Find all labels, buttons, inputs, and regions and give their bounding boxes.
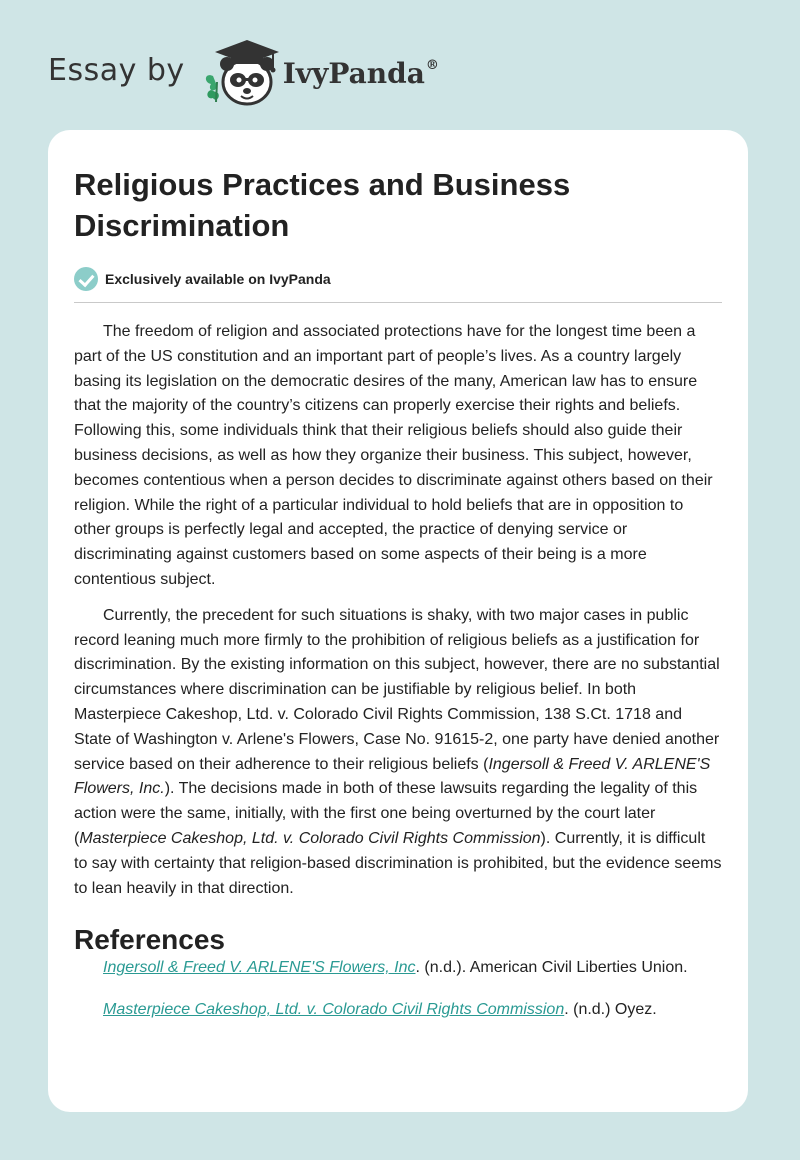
reference-link-1[interactable]: Ingersoll & Freed V. ARLENE'S Flowers, Inc [103, 959, 416, 977]
divider [74, 302, 722, 303]
essay-by-label: Essay by [48, 52, 185, 88]
references-heading: References [74, 924, 225, 956]
exclusive-label: Exclusively available on IvyPanda [105, 271, 331, 287]
reference-link-2[interactable]: Masterpiece Cakeshop, Ltd. v. Colorado Civil Rights Commission [103, 1001, 565, 1019]
site-header [48, 30, 439, 110]
paragraph-1: The freedom of religion and associated protections have for the longest time been a part of the US constitution and an important part of people’s lives. As a country largely basing its legislation on the democratic desires of the many, American law has to ensure that the majority of the country’s citizens can properly exercise their rights and beliefs. Following this, some individuals think that their religious beliefs should also guide their business decisions, as well as how they organize their business. This subject, however, becomes contentious when a person decides to discriminate against others based on their religion. While the right of a particular individual to hold beliefs that are in opposition to other groups is perfectly legal and accepted, the practice of denying service or discriminating against customers based on some aspects of their being is a more contentious subject. [74, 323, 713, 588]
citation-1: Ingersoll & Freed V. ARLENE'S Flowers, Inc. [74, 755, 711, 798]
paragraph-2: Currently, the precedent for such situations is shaky, with two major cases in public record leaning much more firmly to the prohibition of religious beliefs as a justification for discrimination. By the existing information on this subject, however, there are no substantial circumstances where discrimination can be justifiable by religious belief. In both Masterpiece Cakeshop, Ltd. v. Colorado Civil Rights Commission, 138 S.Ct. 1718 and State of Washington v. Arlene's Flowers, Case No. 91615-2, one party have denied another service based on their adherence to their religious beliefs (Ingersoll & Freed V. ARLENE'S Flowers, Inc.). The decisions made in both of these lawsuits regarding the legality of this action were the same, initially, with the first one being overturned by the court later (Masterpiece Cakeshop, Ltd. v. Colorado Civil Rights Commission). Currently, it is difficult to say with certainty that religion-based discrimination is prohibited, but the evidence seems to lean heavily in that direction. [74, 606, 722, 897]
reference-item: Masterpiece Cakeshop, Ltd. v. Colorado Civil Rights Commission. (n.d.) Oyez. [103, 1001, 657, 1019]
ivypanda-logo-icon[interactable] [199, 32, 279, 108]
reference-item: Ingersoll & Freed V. ARLENE'S Flowers, Inc. (n.d.). American Civil Liberties Union. [103, 959, 688, 977]
check-circle-icon [74, 267, 98, 291]
exclusive-badge [74, 266, 722, 292]
brand-name[interactable]: IvyPanda® [282, 56, 439, 90]
essay-card [48, 130, 748, 1112]
page-title: Religious Practices and Business Discrimination [74, 167, 571, 243]
registered-mark: ® [425, 57, 439, 73]
essay-body [74, 320, 722, 901]
citation-2: Masterpiece Cakeshop, Ltd. v. Colorado Civil Rights Commission [79, 829, 541, 847]
